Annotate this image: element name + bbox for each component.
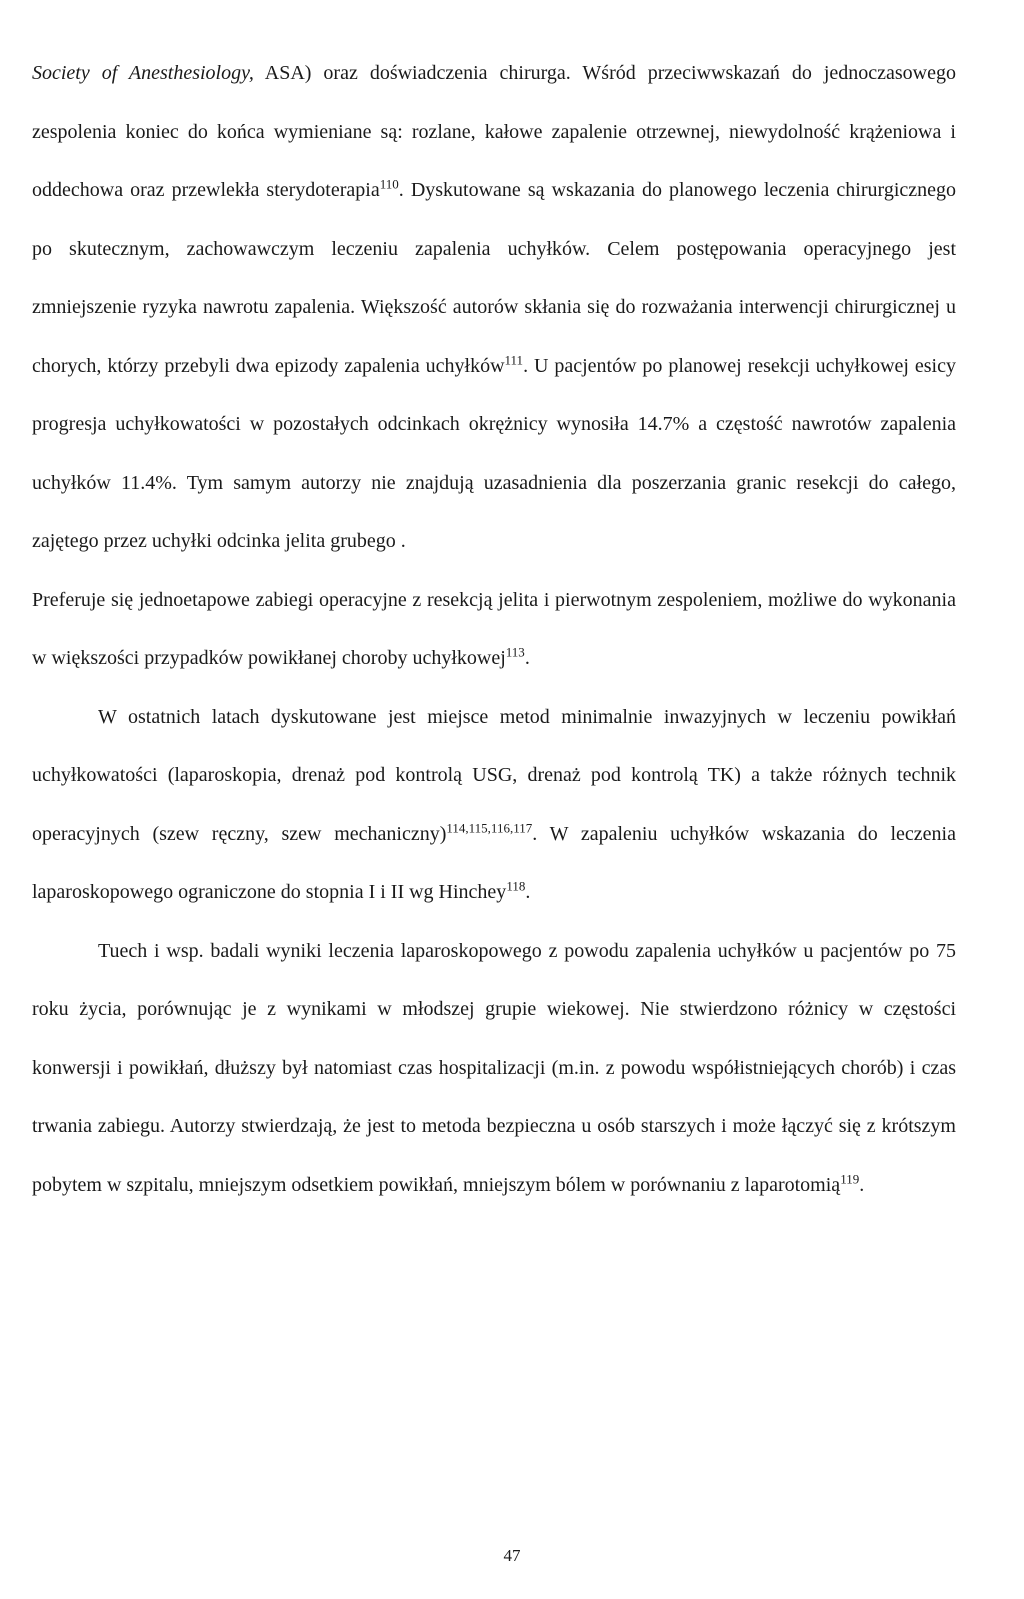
- text-segment: . Dyskutowane są wskazania do planowego leczenia chirurgicznego po skutecznym, zachowawczym leczeniu zapalenia uchyłków. Celem postępowania operacyjnego jest zmniejszenie ryzyka nawrotu zapalenia. Większość autorów skłania się do rozważania interwencji chirurgicznej u chorych, którzy przebyli dwa epizody zapalenia uchyłków: [32, 179, 957, 377]
- page-number: 47: [503, 1546, 521, 1565]
- footnote-reference: 110: [379, 176, 399, 192]
- paragraph-1: [32, 44, 956, 571]
- text-segment: Preferuje się jednoetapowe zabiegi operacyjne z resekcją jelita i pierwotnym zespoleniem, możliwe do wykonania w większości przypadków powikłanej choroby uchyłkowej: [32, 588, 956, 669]
- text-segment: Tuech i wsp. badali wyniki leczenia laparoskopowego z powodu zapalenia uchyłków u pacjentów po 75 roku życia, porównując je z wynikami w młodszej grupie wiekowej. Nie stwierdzono różnicy w częstości konwersji i powikłań, dłuższy był natomiast czas hospitalizacji (m.in. z powodu współistniejących chorób) i czas trwania zabiegu. Autorzy stwierdzają, że jest to metoda bezpieczna u osób starszych i może łączyć się z krótszym pobytem w szpitalu, mniejszym odsetkiem powikłań, mniejszym bólem w porównaniu z laparotomią: [32, 939, 956, 1196]
- footnote-reference: 114,115,116,117: [446, 819, 533, 835]
- text-segment: . W zapaleniu uchyłków wskazania do leczenia laparoskopowego ograniczone do stopnia I i II wg Hinchey: [32, 822, 956, 903]
- text-segment: W ostatnich latach dyskutowane jest miejsce metod minimalnie inwazyjnych w leczeniu powikłań uchyłkowatości (laparoskopia, drenaż pod kontrolą USG, drenaż pod kontrolą TK) a także różnych technik operacyjnych (szew ręczny, szew mechaniczny): [32, 705, 956, 845]
- paragraph-4: [32, 922, 956, 1215]
- footnote-reference: 118: [506, 878, 526, 894]
- document-page: [32, 44, 956, 1214]
- footnote-reference: 119: [840, 1170, 860, 1186]
- paragraph-3: [32, 688, 956, 922]
- text-segment: .: [525, 881, 531, 903]
- italic-text: Society of Anesthesiology,: [32, 62, 254, 84]
- text-segment: ASA) oraz doświadczenia chirurga. Wśród przeciwwskazań do jednoczasowego zespolenia koniec do końca wymieniane są: rozlane, kałowe zapalenie otrzewnej, niewydolność krążeniowa i oddechowa oraz przewlekła sterydoterapia: [32, 62, 957, 201]
- text-segment: .: [859, 1173, 865, 1196]
- paragraph-2: [32, 571, 956, 688]
- text-segment: .: [524, 647, 530, 669]
- text-segment: . U pacjentów po planowej resekcji uchyłkowej esicy progresja uchyłkowatości w pozostałych odcinkach okrężnicy wynosiła 14.7% a częstość nawrotów zapalenia uchyłków 11.4%. Tym samym autorzy nie znajdują uzasadnienia dla poszerzania granic resekcji do całego, zajętego przez uchyłki odcinka jelita grubego .: [32, 354, 956, 552]
- footnote-reference: 111: [504, 351, 524, 367]
- footnote-reference: 113: [505, 644, 525, 660]
